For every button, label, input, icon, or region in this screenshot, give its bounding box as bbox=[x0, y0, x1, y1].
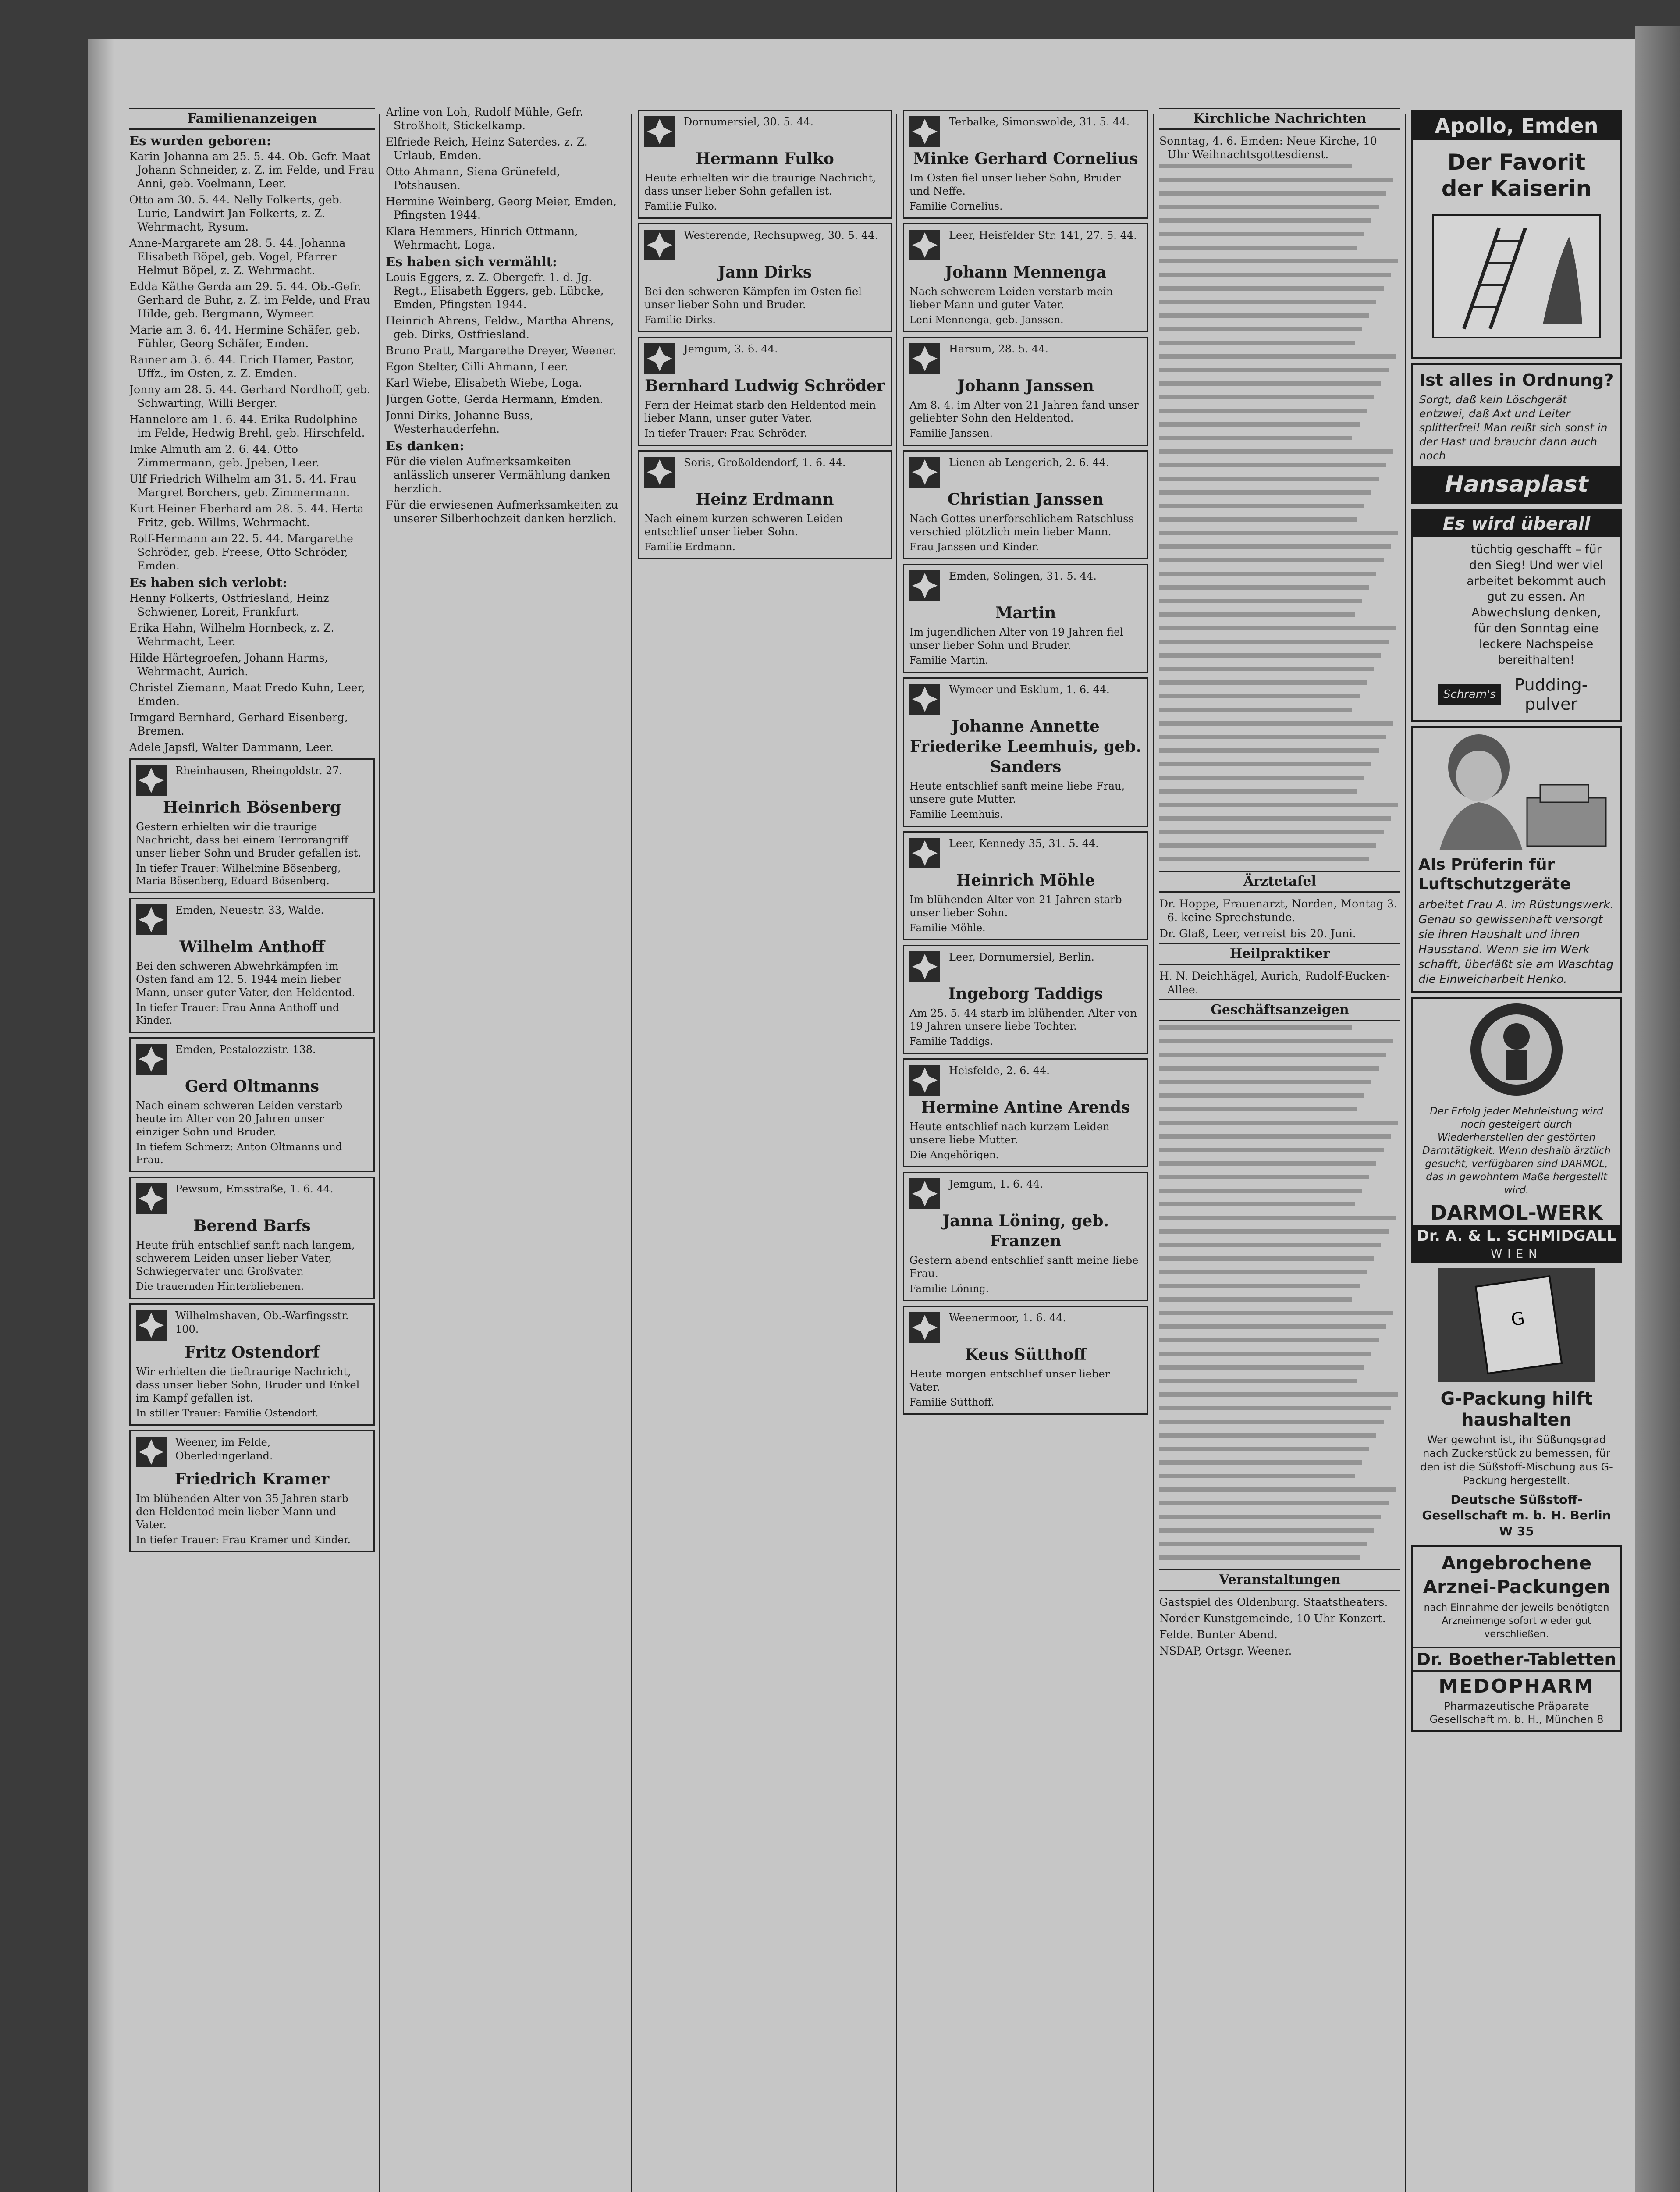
notice-name: Heinz Erdmann bbox=[696, 490, 834, 509]
suessstoff-text: Deutsche Süßstoff-Gesellschaft m. b. H. Berlin W 35 bbox=[1422, 1492, 1611, 1538]
notice-name: Friedrich Kramer bbox=[174, 1470, 330, 1488]
list-item: Ulf Friedrich Wilhelm am 31. 5. 44. Frau Margret Borchers, geb. Zimmermann. bbox=[129, 473, 357, 499]
events-list bbox=[1159, 1595, 1400, 1658]
notice-place: Soris, Großoldendorf, 1. 6. 44. bbox=[684, 456, 846, 469]
arznei-title: Angebrochene Arznei-Packungen bbox=[1423, 1552, 1610, 1598]
iron-cross-icon bbox=[136, 765, 167, 796]
arznei-ad bbox=[1411, 1545, 1622, 1732]
notice-signature: Familie Löning. bbox=[909, 1283, 989, 1295]
iron-cross-icon bbox=[136, 1044, 167, 1075]
notice-text: Heute erhielten wir die traurige Nachricht, dass unser lieber Sohn gefallen ist. bbox=[644, 172, 876, 197]
medopharm-sub: Pharmazeutische Präparate Gesellschaft m. b. H., München 8 bbox=[1429, 1700, 1604, 1726]
list-item: Otto am 30. 5. 44. Nelly Folkerts, geb. Lurie, Landwirt Jan Folkerts, z. Z. Wehrmacht, Rysum. bbox=[129, 193, 343, 233]
darmol-brand: DARMOL-WERK bbox=[1430, 1201, 1603, 1224]
notice-name: Berend Barfs bbox=[193, 1217, 311, 1235]
iron-cross-icon bbox=[909, 343, 940, 374]
iron-cross-icon bbox=[909, 1178, 940, 1209]
iron-cross-icon bbox=[136, 1437, 167, 1467]
iron-cross-icon bbox=[909, 570, 940, 601]
notice-signature: In tiefer Trauer: Frau Schröder. bbox=[644, 428, 807, 439]
notice-name: Wilhelm Anthoff bbox=[179, 938, 325, 956]
notice-place: Emden, Pestalozzistr. 138. bbox=[175, 1043, 316, 1056]
list-item: Jonny am 28. 5. 44. Gerhard Nordhoff, geb. Schwarting, Willi Berger. bbox=[129, 383, 371, 409]
notice-text: Wir erhielten die tieftraurige Nachricht, dass unser lieber Sohn, Bruder und Enkel im Kampf gefallen ist. bbox=[136, 1366, 360, 1404]
gpackung-text: Wer gewohnt ist, ihr Süßungsgrad nach Zuckerstück zu bemessen, für den ist die Süßstoff-Mischung aus G-Packung hergestellt. bbox=[1420, 1434, 1613, 1487]
darmol-ad bbox=[1411, 997, 1622, 1263]
notice-signature: Familie Dirks. bbox=[644, 314, 716, 326]
list-item: Rainer am 3. 6. 44. Erich Hamer, Pastor, Uffz., im Osten, z. Z. Emden. bbox=[129, 353, 355, 380]
engaged-list bbox=[129, 591, 375, 754]
list-item: Hannelore am 1. 6. 44. Erika Rudolphine im Felde, Hedwig Brehl, geb. Hirschfeld. bbox=[129, 413, 365, 439]
darmol-city: WIEN bbox=[1413, 1247, 1620, 1262]
notice-signature: Familie Leemhuis. bbox=[909, 809, 1003, 820]
iron-cross-icon bbox=[644, 230, 675, 260]
notice-name: Heinrich Bösenberg bbox=[163, 798, 341, 817]
list-item: Egon Stelter, Cilli Ahmann, Leer. bbox=[386, 360, 568, 373]
list-item: Louis Eggers, z. Z. Obergefr. 1. d. Jg.-Regt., Elisabeth Eggers, geb. Lübcke, Emden, Pfingsten 1944. bbox=[386, 271, 604, 311]
column-ads bbox=[1411, 105, 1622, 2192]
list-item: Hermine Weinberg, Georg Meier, Emden, Pfingsten 1944. bbox=[386, 195, 617, 221]
death-notice bbox=[903, 1058, 1148, 1167]
notice-place: Westerende, Rechsupweg, 30. 5. 44. bbox=[684, 229, 878, 242]
notice-text: Im Osten fiel unser lieber Sohn, Bruder und Neffe. bbox=[909, 172, 1121, 197]
pudding-label: Pudding-pulver bbox=[1514, 675, 1588, 714]
ordnung-ad bbox=[1411, 363, 1622, 504]
death-notice bbox=[903, 564, 1148, 673]
notice-signature: In tiefem Schmerz: Anton Oltmanns und Frau. bbox=[136, 1142, 342, 1166]
notice-text: Nach einem schweren Leiden verstarb heute im Alter von 20 Jahren unser einziger Sohn und Bruder. bbox=[136, 1100, 343, 1138]
column-rule bbox=[1153, 114, 1154, 2192]
iron-cross-icon bbox=[909, 116, 940, 147]
notice-place: Emden, Neuestr. 33, Walde. bbox=[175, 904, 324, 916]
notice-place: Wilhelmshaven, Ob.-Warfingsstr. 100. bbox=[175, 1310, 349, 1335]
list-item: Karin-Johanna am 25. 5. 44. Ob.-Gefr. Maat Johann Schneider, z. Z. im Felde, und Frau Anni, geb. Voelmann, Leer. bbox=[129, 150, 375, 190]
notice-name: Johann Janssen bbox=[957, 377, 1094, 395]
business-text bbox=[1159, 1025, 1400, 1560]
notice-name: Fritz Ostendorf bbox=[184, 1343, 320, 1362]
section-title: Familienanzeigen bbox=[129, 108, 375, 130]
notice-place: Leer, Kennedy 35, 31. 5. 44. bbox=[949, 837, 1099, 850]
death-notice bbox=[638, 223, 892, 332]
list-item: Bruno Pratt, Margarethe Dreyer, Weener. bbox=[386, 344, 617, 357]
notice-signature: In tiefer Trauer: Frau Anna Anthoff und Kinder. bbox=[136, 1002, 339, 1026]
notice-place: Weener, im Felde, Oberledingerland. bbox=[175, 1436, 273, 1462]
death-notice bbox=[129, 1037, 375, 1172]
notice-signature: Frau Janssen und Kinder. bbox=[909, 541, 1039, 553]
death-notice bbox=[638, 110, 892, 219]
notice-signature: In stiller Trauer: Familie Ostendorf. bbox=[136, 1408, 319, 1419]
iron-cross-icon bbox=[909, 838, 940, 868]
iron-cross-icon bbox=[909, 951, 940, 982]
engaged-heading: Es haben sich verlobt: bbox=[129, 575, 287, 590]
apollo-title-1: Der Favorit bbox=[1447, 149, 1586, 175]
death-notices-col1 bbox=[129, 758, 375, 1552]
death-notice bbox=[903, 831, 1148, 940]
svg-text:G: G bbox=[1510, 1308, 1526, 1331]
notice-place: Leer, Dornumersiel, Berlin. bbox=[949, 951, 1094, 963]
notice-text: Heute entschlief sanft meine liebe Frau, unsere gute Mutter. bbox=[909, 780, 1125, 805]
pudding-ad bbox=[1411, 509, 1622, 722]
married-list bbox=[386, 135, 627, 252]
notice-name: Johann Mennenga bbox=[945, 263, 1107, 281]
notice-signature: Familie Möhle. bbox=[909, 922, 986, 934]
list-item: Otto Ahmann, Siena Grünefeld, Potshausen. bbox=[386, 165, 561, 192]
notice-signature: Familie Erdmann. bbox=[644, 541, 735, 553]
ueberall-title: Es wird überall bbox=[1413, 510, 1620, 537]
death-notice bbox=[903, 1306, 1148, 1415]
iron-cross-icon bbox=[909, 1312, 940, 1343]
death-notice bbox=[638, 450, 892, 559]
list-item: Karl Wiebe, Elisabeth Wiebe, Loga. bbox=[386, 377, 582, 389]
list-item: Dr. Hoppe, Frauenarzt, Norden, Montag 3. 6. keine Sprechstunde. bbox=[1159, 897, 1398, 924]
thanks-heading: Es danken: bbox=[386, 438, 465, 453]
iron-cross-icon bbox=[136, 1310, 167, 1341]
notice-signature: Die trauernden Hinterbliebenen. bbox=[136, 1281, 304, 1292]
column-rule bbox=[896, 114, 897, 2192]
schrams-logo: Schram's bbox=[1438, 684, 1501, 705]
notice-text: Am 8. 4. im Alter von 21 Jahren fand unser geliebter Sohn den Heldentod. bbox=[909, 399, 1139, 424]
pruefer-ad bbox=[1411, 726, 1622, 993]
notice-place: Heisfelde, 2. 6. 44. bbox=[949, 1064, 1050, 1077]
church-text bbox=[1159, 164, 1400, 861]
notice-signature: Leni Mennenga, geb. Janssen. bbox=[909, 314, 1064, 326]
notice-place: Harsum, 28. 5. 44. bbox=[949, 343, 1048, 355]
iron-cross-icon bbox=[909, 1065, 940, 1096]
notice-place: Terbalke, Simonswolde, 31. 5. 44. bbox=[949, 116, 1130, 128]
apollo-ad bbox=[1411, 110, 1622, 359]
death-notice bbox=[903, 450, 1148, 559]
married-list-2 bbox=[386, 270, 627, 436]
list-item: NSDAP, Ortsgr. Weener. bbox=[1159, 1644, 1292, 1657]
death-notice bbox=[129, 1177, 375, 1299]
notice-place: Jemgum, 3. 6. 44. bbox=[684, 343, 778, 355]
woman-illustration-icon bbox=[1413, 728, 1619, 850]
newspaper-page bbox=[88, 39, 1635, 2192]
births-list bbox=[129, 149, 375, 573]
iron-cross-icon bbox=[909, 684, 940, 715]
notice-place: Leer, Heisfelder Str. 141, 27. 5. 44. bbox=[949, 229, 1137, 242]
list-item: Gastspiel des Oldenburg. Staatstheaters. bbox=[1159, 1596, 1388, 1608]
gpackung-title: G-Packung hilft haushalten bbox=[1440, 1389, 1593, 1430]
apollo-name: Apollo, Emden bbox=[1413, 111, 1620, 140]
list-item: Elfriede Reich, Heinz Saterdes, z. Z. Urlaub, Emden. bbox=[386, 135, 588, 162]
notice-name: Bernhard Ludwig Schröder bbox=[645, 377, 885, 395]
notice-place: Wymeer und Esklum, 1. 6. 44. bbox=[949, 683, 1110, 696]
ordnung-title: Ist alles in Ordnung? bbox=[1419, 370, 1614, 390]
list-item: Erika Hahn, Wilhelm Hornbeck, z. Z. Wehrmacht, Leer. bbox=[129, 622, 334, 648]
death-notice bbox=[903, 337, 1148, 446]
notice-name: Johanne Annette Friederike Leemhuis, geb. Sanders bbox=[910, 717, 1141, 776]
column-5 bbox=[1159, 105, 1400, 2192]
ladder-icon bbox=[1424, 210, 1609, 342]
page-edge bbox=[1635, 26, 1680, 2192]
death-notice bbox=[903, 1172, 1148, 1301]
notice-text: Bei den schweren Abwehrkämpfen im Osten fand am 12. 5. 1944 mein lieber Mann, unser guter Vater, den Heldentod. bbox=[136, 960, 355, 999]
notice-place: Rheinhausen, Rheingoldstr. 27. bbox=[175, 765, 343, 777]
notice-signature: Familie Fulko. bbox=[644, 201, 717, 212]
column-rule bbox=[631, 114, 632, 2192]
iron-cross-icon bbox=[644, 116, 675, 147]
iron-cross-icon bbox=[136, 1183, 167, 1214]
notice-place: Weenermoor, 1. 6. 44. bbox=[949, 1312, 1066, 1324]
church-title: Kirchliche Nachrichten bbox=[1159, 108, 1400, 130]
notice-text: Fern der Heimat starb den Heldentod mein lieber Mann, unser guter Vater. bbox=[644, 399, 876, 424]
list-item: Adele Japsfl, Walter Dammann, Leer. bbox=[129, 741, 334, 754]
notice-name: Martin bbox=[995, 604, 1056, 622]
column-3 bbox=[638, 105, 892, 2192]
list-item: Irmgard Bernhard, Gerhard Eisenberg, Bremen. bbox=[129, 711, 348, 737]
business-title: Geschäftsanzeigen bbox=[1159, 999, 1400, 1021]
notice-signature: Familie Janssen. bbox=[909, 428, 993, 439]
list-item: Felde. Bunter Abend. bbox=[1159, 1628, 1278, 1641]
notice-text: Nach Gottes unerforschlichem Ratschluss verschied plötzlich mein lieber Mann. bbox=[909, 512, 1134, 538]
notice-name: Janna Löning, geb. Franzen bbox=[942, 1212, 1109, 1250]
list-item: Heinrich Ahrens, Feldw., Martha Ahrens, geb. Dirks, Ostfriesland. bbox=[386, 314, 614, 341]
list-item: Hilde Härtegroefen, Johann Harms, Wehrmacht, Aurich. bbox=[129, 651, 328, 678]
medical-title: Ärztetafel bbox=[1159, 871, 1400, 893]
medical-list bbox=[1159, 897, 1400, 940]
column-4 bbox=[903, 105, 1148, 2192]
ordnung-text: Sorgt, daß kein Löschgerät entzwei, daß Axt und Leiter splitterfrei! Man reißt sich sonst in der Hast und braucht dann auch noch bbox=[1419, 393, 1608, 462]
list-item: Für die erwiesenen Aufmerksamkeiten zu unserer Silberhochzeit danken herzlich. bbox=[386, 498, 618, 525]
pruefer-title: Als Prüferin für Luftschutzgeräte bbox=[1418, 856, 1571, 893]
boether-label: Dr. Boether-Tabletten bbox=[1413, 1647, 1620, 1672]
list-item: Jürgen Gotte, Gerda Hermann, Emden. bbox=[386, 393, 604, 406]
medopharm-label: MEDOPHARM bbox=[1438, 1675, 1595, 1697]
column-1 bbox=[129, 105, 375, 2192]
notice-name: Keus Sütthoff bbox=[965, 1345, 1087, 1364]
notice-signature: Familie Cornelius. bbox=[909, 201, 1003, 212]
notice-signature: Familie Taddigs. bbox=[909, 1036, 993, 1047]
list-item: Für die vielen Aufmerksamkeiten anlässlich unserer Vermählung danken herzlich. bbox=[386, 455, 611, 495]
column-2 bbox=[386, 105, 627, 2192]
notice-text: Bei den schweren Kämpfen im Osten fiel unser lieber Sohn und Bruder. bbox=[644, 285, 862, 311]
iron-cross-icon bbox=[136, 904, 167, 935]
births-heading: Es wurden geboren: bbox=[129, 133, 271, 148]
notice-place: Jemgum, 1. 6. 44. bbox=[949, 1178, 1043, 1190]
darmol-text: Der Erfolg jeder Mehrleistung wird noch gesteigert durch Wiederherstellen der gestörten Darmtätigkeit. Wenn deshalb ärztlich gesucht, verfügbaren sind DARMOL, das in gewohntem Maße hergestellt wird. bbox=[1422, 1106, 1611, 1196]
notice-place: Pewsum, Emsstraße, 1. 6. 44. bbox=[175, 1183, 334, 1195]
notice-place: Dornumersiel, 30. 5. 44. bbox=[684, 116, 814, 128]
healers-title: Heilpraktiker bbox=[1159, 943, 1400, 965]
death-notice bbox=[903, 110, 1148, 219]
apollo-title-2: der Kaiserin bbox=[1441, 176, 1592, 201]
church-intro: Sonntag, 4. 6. Emden: Neue Kirche, 10 Uhr Weihnachtsgottesdienst. bbox=[1159, 135, 1377, 161]
notice-text: Im blühenden Alter von 21 Jahren starb unser lieber Sohn. bbox=[909, 893, 1122, 919]
married-heading: Es haben sich vermählt: bbox=[386, 254, 557, 269]
arznei-text: nach Einnahme der jeweils benötigten Arzneimenge sofort wieder gut verschließen. bbox=[1424, 1602, 1609, 1640]
thanks-list bbox=[386, 455, 627, 525]
notice-name: Christian Janssen bbox=[947, 490, 1104, 509]
death-notice bbox=[903, 677, 1148, 827]
notice-signature: In tiefer Trauer: Frau Kramer und Kinder. bbox=[136, 1534, 351, 1546]
death-notices-col3 bbox=[638, 110, 892, 559]
notice-text: Gestern abend entschlief sanft meine liebe Frau. bbox=[909, 1254, 1139, 1280]
list-item: H. N. Deichhägel, Aurich, Rudolf-Eucken-Allee. bbox=[1159, 970, 1390, 996]
list-item: Rolf-Hermann am 22. 5. 44. Margarethe Schröder, geb. Freese, Otto Schröder, Emden. bbox=[129, 532, 353, 572]
notice-name: Hermann Fulko bbox=[696, 149, 834, 168]
ueberall-text: tüchtig geschafft – für den Sieg! Und wer viel arbeitet bekommt auch gut zu essen. An Abwechslung denken, für den Sonntag eine leckere Nachspeise bereithalten! bbox=[1467, 543, 1606, 667]
column-rule bbox=[1405, 114, 1406, 2192]
notice-name: Jann Dirks bbox=[717, 263, 812, 281]
notice-place: Emden, Solingen, 31. 5. 44. bbox=[949, 570, 1097, 582]
death-notice bbox=[903, 945, 1148, 1054]
notice-signature: Die Angehörigen. bbox=[909, 1149, 999, 1161]
married-intro: Arline von Loh, Rudolf Mühle, Gefr. Stroßholt, Stickelkamp. bbox=[386, 106, 583, 132]
iron-cross-icon bbox=[909, 230, 940, 260]
notice-name: Gerd Oltmanns bbox=[185, 1077, 320, 1096]
list-item: Edda Käthe Gerda am 29. 5. 44. Ob.-Gefr. Gerhard de Buhr, z. Z. im Felde, und Frau Hilde, geb. Bergmann, Wymeer. bbox=[129, 280, 370, 320]
notice-name: Ingeborg Taddigs bbox=[948, 985, 1103, 1003]
packet-icon bbox=[1438, 1268, 1595, 1382]
notice-text: Heute morgen entschlief unser lieber Vater. bbox=[909, 1368, 1110, 1393]
death-notices-col4 bbox=[903, 110, 1148, 1415]
gpackung-ad bbox=[1411, 1268, 1622, 1541]
hansaplast-logo: Hansaplast bbox=[1413, 466, 1620, 502]
notice-text: Heute entschlief nach kurzem Leiden unsere liebe Mutter. bbox=[909, 1121, 1110, 1146]
notice-text: Heute früh entschlief sanft nach langem, schwerem Leiden unser lieber Vater, Schwiegervater und Großvater. bbox=[136, 1239, 355, 1277]
notice-name: Minke Gerhard Cornelius bbox=[913, 149, 1138, 168]
list-item: Kurt Heiner Eberhard am 28. 5. 44. Herta Fritz, geb. Willms, Wehrmacht. bbox=[129, 502, 364, 529]
death-notice bbox=[903, 223, 1148, 332]
list-item: Anne-Margarete am 28. 5. 44. Johanna Elisabeth Böpel, geb. Vogel, Pfarrer Helmut Böpel, z. Z. Wehrmacht. bbox=[129, 237, 346, 277]
notice-text: Am 25. 5. 44 starb im blühenden Alter von 19 Jahren unsere liebe Tochter. bbox=[909, 1007, 1137, 1032]
death-notice bbox=[129, 898, 375, 1033]
mascot-circle-icon bbox=[1460, 999, 1573, 1100]
death-notice bbox=[129, 1430, 375, 1552]
notice-name: Hermine Antine Arends bbox=[921, 1098, 1130, 1117]
notice-text: Im jugendlichen Alter von 19 Jahren fiel unser lieber Sohn und Bruder. bbox=[909, 626, 1123, 651]
death-notice bbox=[129, 1303, 375, 1426]
death-notice bbox=[638, 337, 892, 446]
notice-signature: Familie Martin. bbox=[909, 655, 988, 666]
iron-cross-icon bbox=[644, 343, 675, 374]
notice-place: Lienen ab Lengerich, 2. 6. 44. bbox=[949, 456, 1109, 469]
notice-text: Gestern erhielten wir die traurige Nachricht, dass bei einem Terrorangriff unser lieber Sohn und Bruder gefallen ist. bbox=[136, 821, 361, 859]
death-notice bbox=[129, 758, 375, 893]
list-item: Henny Folkerts, Ostfriesland, Heinz Schwiener, Loreit, Frankfurt. bbox=[129, 592, 329, 618]
notice-signature: In tiefer Trauer: Wilhelmine Bösenberg, Maria Bösenberg, Eduard Bösenberg. bbox=[136, 863, 341, 887]
darmol-sub: Dr. A. & L. SCHMIDGALL bbox=[1413, 1225, 1620, 1247]
list-item: Christel Ziemann, Maat Fredo Kuhn, Leer, Emden. bbox=[129, 681, 365, 708]
notice-name: Heinrich Möhle bbox=[956, 871, 1095, 890]
list-item: Marie am 3. 6. 44. Hermine Schäfer, geb. Fühler, Georg Schäfer, Emden. bbox=[129, 324, 360, 350]
list-item: Jonni Dirks, Johanne Buss, Westerhauderfehn. bbox=[386, 409, 533, 435]
iron-cross-icon bbox=[909, 457, 940, 488]
iron-cross-icon bbox=[644, 457, 675, 488]
list-item: Dr. Glaß, Leer, verreist bis 20. Juni. bbox=[1159, 927, 1356, 940]
list-item: Imke Almuth am 2. 6. 44. Otto Zimmermann, geb. Jpeben, Leer. bbox=[129, 443, 320, 469]
notice-text: Nach schwerem Leiden verstarb mein lieber Mann und guter Vater. bbox=[909, 285, 1113, 311]
notice-text: Nach einem kurzen schweren Leiden entschlief unser lieber Sohn. bbox=[644, 512, 843, 538]
notice-text: Im blühenden Alter von 35 Jahren starb den Heldentod mein lieber Mann und Vater. bbox=[136, 1492, 348, 1531]
events-title: Veranstaltungen bbox=[1159, 1569, 1400, 1591]
list-item: Norder Kunstgemeinde, 10 Uhr Konzert. bbox=[1159, 1612, 1386, 1625]
pruefer-text: arbeitet Frau A. im Rüstungswerk. Genau so gewissenhaft versorgt sie ihren Haushalt und ihren Hausstand. Wenn sie im Werk schafft, überläßt sie am Waschtag die Einweicharbeit Henko. bbox=[1418, 898, 1614, 986]
column-rule bbox=[379, 114, 380, 2192]
list-item: Klara Hemmers, Hinrich Ottmann, Wehrmacht, Loga. bbox=[386, 225, 579, 251]
notice-signature: Familie Sütthoff. bbox=[909, 1397, 995, 1408]
healers-list bbox=[1159, 969, 1400, 996]
